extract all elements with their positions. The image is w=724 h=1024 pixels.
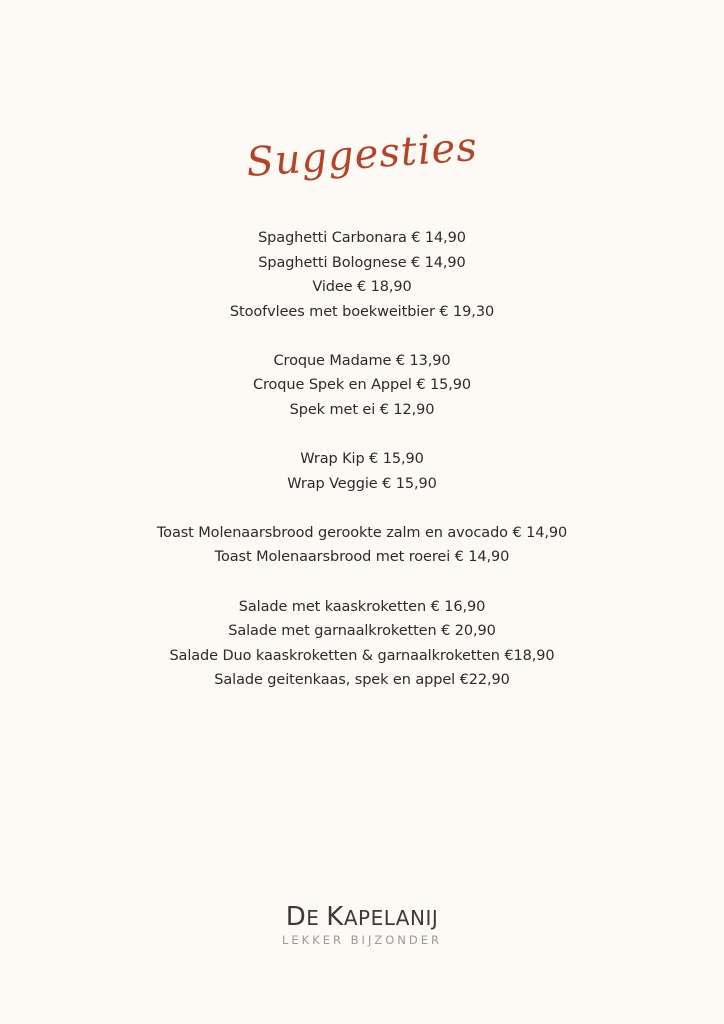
menu-item: Videe € 18,90 <box>312 279 412 296</box>
menu-item: Salade geitenkaas, spek en appel €22,90 <box>214 672 510 689</box>
menu-item: Toast Molenaarsbrood met roerei € 14,90 <box>214 549 510 566</box>
menu-item: Salade met garnaalkroketten € 20,90 <box>228 623 496 640</box>
menu-item: Croque Spek en Appel € 15,90 <box>252 377 472 394</box>
menu-item: Spaghetti Bolognese € 14,90 <box>258 254 466 271</box>
menu-item: Spek met ei € 12,90 <box>289 402 435 419</box>
logo-letter-e: E <box>306 906 327 930</box>
logo-letter-d: D <box>285 902 307 932</box>
logo-name-rest: APELANIJ <box>343 906 439 930</box>
logo-name <box>0 902 724 933</box>
menu-item: Wrap Veggie € 15,90 <box>287 475 437 492</box>
menu-group-wrap <box>0 447 724 496</box>
logo-tagline: LEKKER BIJZONDER <box>282 933 442 947</box>
menu-item: Spaghetti Carbonara € 14,90 <box>258 230 466 246</box>
menu-group-pasta <box>0 226 724 324</box>
menu-item: Salade met kaaskroketten € 16,90 <box>238 598 486 615</box>
menu-group-croque <box>0 349 724 423</box>
menu-item: Wrap Kip € 15,90 <box>300 451 424 468</box>
menu-item: Toast Molenaarsbrood gerookte zalm en avocado € 14,90 <box>156 524 568 541</box>
menu-item: Croque Madame € 13,90 <box>273 352 451 369</box>
page-title: Suggesties <box>244 123 480 187</box>
menu-item: Salade Duo kaaskroketten & garnaalkroketten €18,90 <box>169 647 555 664</box>
menu-list <box>0 226 724 717</box>
menu-group-toast <box>0 521 724 570</box>
menu-group-salade <box>0 595 724 693</box>
brand-logo <box>0 902 724 947</box>
menu-item: Stoofvlees met boekweitbier € 19,30 <box>229 303 495 320</box>
logo-letter-k: K <box>326 902 344 932</box>
